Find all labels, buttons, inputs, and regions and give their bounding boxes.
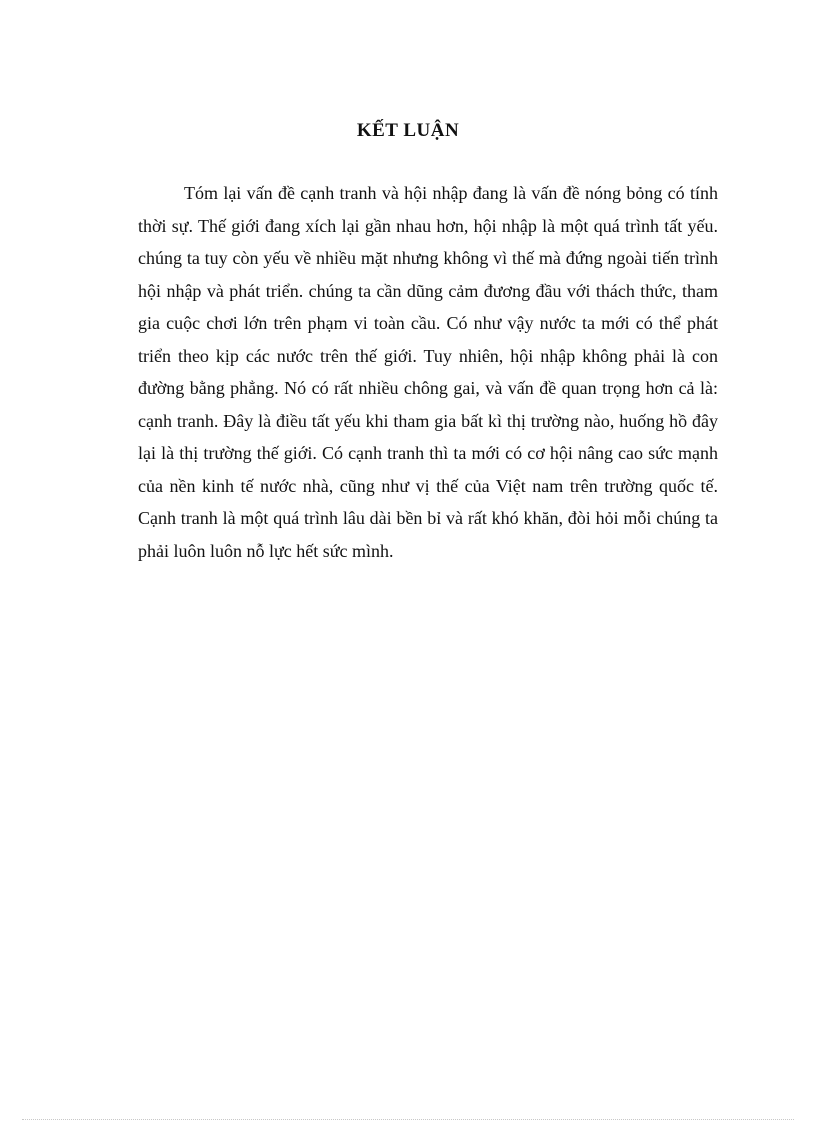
page-title: KẾT LUẬN [356, 120, 460, 141]
conclusion-paragraph: Tóm lại vấn đề cạnh tranh và hội nhập đang là vấn đề nóng bỏng có tính thời sự. Thế giới đang xích lại gần nhau hơn, hội nhập là một quá trình tất yếu. chúng ta tuy còn yếu về nhiều mặt nhưng không vì thế mà đứng ngoài tiến trình hội nhập và phát triển. chúng ta cần dũng cảm đương đầu với thách thức, tham gia cuộc chơi lớn trên phạm vi toàn cầu. Có như vậy nước ta mới có thể phát triển theo kịp các nước trên thế giới. Tuy nhiên, hội nhập không phải là con đường bằng phẳng. Nó có rất nhiều chông gai, và vấn đề quan trọng hơn cả là: cạnh tranh. Đây là điều tất yếu khi tham gia bất kì thị trường nào, huống hồ đây lại là thị trường thế giới. Có cạnh tranh thì ta mới có cơ hội nâng cao sức mạnh của nền kinh tế nước nhà, cũng như vị thế của Việt nam trên trường quốc tế. Cạnh tranh là một quá trình lâu dài bền bỉ và rất khó khăn, đòi hỏi mỗi chúng ta phải luôn luôn nỗ lực hết sức mình. [138, 183, 718, 561]
page-bottom-divider [22, 1119, 794, 1120]
